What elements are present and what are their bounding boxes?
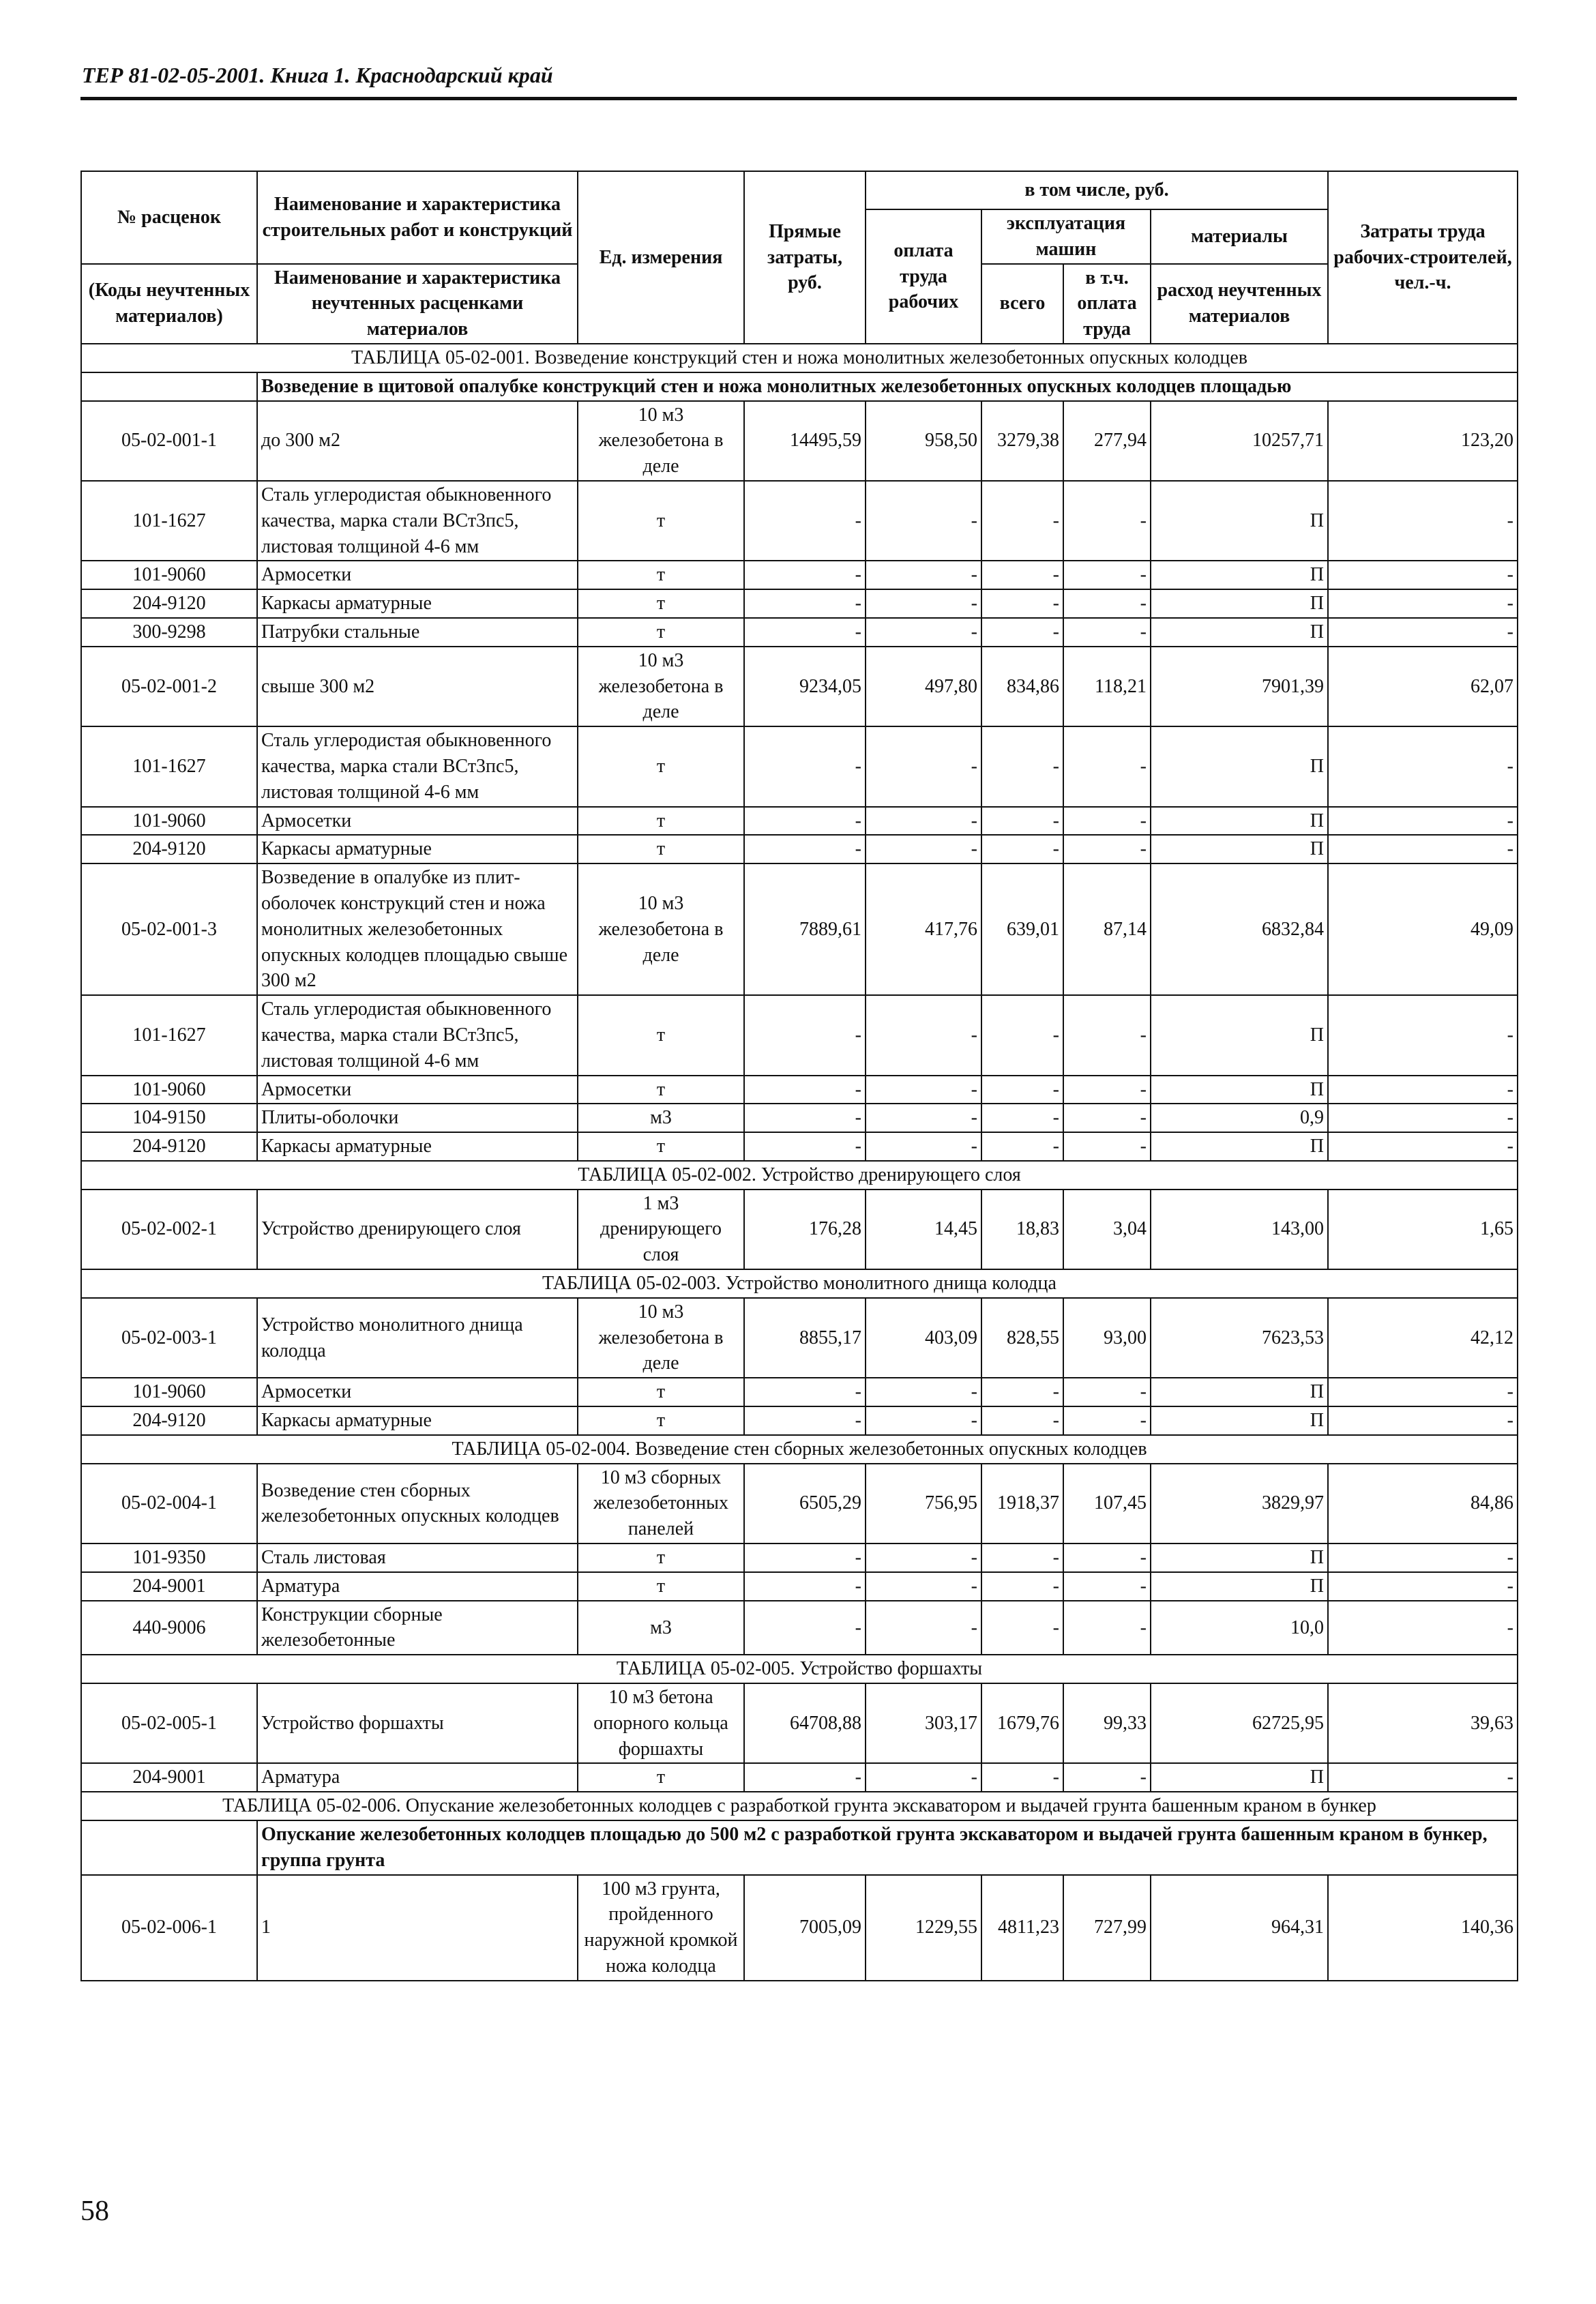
unit-cell: т [578,561,744,589]
table-section-row [81,1792,1518,1820]
subsection-title: Опускание железобетонных колодцев площадью до 500 м2 с разработкой грунта экскаватором и выдачей грунта башенным краном в бункер, группа грунта [257,1820,1518,1875]
table-row [81,561,1518,589]
rate-code: 204-9120 [81,1132,257,1161]
table-row [81,1378,1518,1406]
unit-cell: т [578,1378,744,1406]
unit-cell: т [578,1406,744,1435]
table-row [81,726,1518,806]
machines-total-cell: 639,01 [981,863,1063,995]
machines-total-cell: 834,86 [981,647,1063,726]
machines-total-cell: 18,83 [981,1190,1063,1269]
rate-name: Армосетки [257,1076,578,1104]
rate-name: Каркасы арматурные [257,1132,578,1161]
direct-costs-cell: - [744,1406,866,1435]
rate-name: Плиты-оболочки [257,1104,578,1132]
direct-costs-cell: 6505,29 [744,1464,866,1544]
wages-cell: - [866,1378,981,1406]
table-row [81,1132,1518,1161]
rate-name: Сталь углеродистая обыкновенного качества, марка стали ВСт3пс5, листовая толщиной 4-6 мм [257,995,578,1075]
unit-cell: т [578,1572,744,1601]
header-machines-wages: в т.ч. оплата труда [1063,264,1151,344]
labor-cell: 62,07 [1328,647,1518,726]
rate-code: 204-9001 [81,1763,257,1792]
materials-cell: 7901,39 [1151,647,1328,726]
machines-total-cell: - [981,1406,1063,1435]
table-row [81,1298,1518,1378]
rate-name: Возведение в опалубке из плит-оболочек конструкций стен и ножа монолитных железобетонных опускных колодцев площадью свыше 300 м2 [257,863,578,995]
machines-total-cell: - [981,1763,1063,1792]
labor-cell: 84,86 [1328,1464,1518,1544]
materials-cell: 10,0 [1151,1601,1328,1655]
direct-costs-cell: - [744,1104,866,1132]
wages-cell: 403,09 [866,1298,981,1378]
direct-costs-cell: 64708,88 [744,1683,866,1763]
table-header [81,171,1518,344]
labor-cell: - [1328,1132,1518,1161]
rate-code: 204-9120 [81,1406,257,1435]
table-subsection-row [81,1820,1518,1875]
rate-name: 1 [257,1875,578,1981]
rate-code: 300-9298 [81,618,257,647]
labor-cell: 123,20 [1328,401,1518,481]
rate-code: 204-9001 [81,1572,257,1601]
direct-costs-cell: 14495,59 [744,401,866,481]
wages-cell: - [866,995,981,1075]
table-row [81,1104,1518,1132]
machines-total-cell: - [981,1378,1063,1406]
direct-costs-cell: - [744,1544,866,1572]
machines-total-cell: - [981,1544,1063,1572]
header-wages: оплата труда рабочих [866,209,981,344]
table-row [81,647,1518,726]
unit-cell: 10 м3 железобетона в деле [578,647,744,726]
table-row [81,589,1518,618]
empty-code-cell [81,1820,257,1875]
rate-code: 101-1627 [81,995,257,1075]
machines-wages-cell: - [1063,1076,1151,1104]
labor-cell: 140,36 [1328,1875,1518,1981]
labor-cell: - [1328,1601,1518,1655]
unit-cell: 10 м3 железобетона в деле [578,1298,744,1378]
materials-cell: П [1151,1132,1328,1161]
machines-wages-cell: 99,33 [1063,1683,1151,1763]
wages-cell: - [866,481,981,561]
section-title: ТАБЛИЦА 05-02-004. Возведение стен сборных железобетонных опускных колодцев [81,1435,1518,1464]
table-subsection-row [81,372,1518,401]
rate-name: Сталь углеродистая обыкновенного качества, марка стали ВСт3пс5, листовая толщиной 4-6 мм [257,726,578,806]
labor-cell: - [1328,1763,1518,1792]
table-row [81,401,1518,481]
rate-name: Устройство монолитного днища колодца [257,1298,578,1378]
machines-total-cell: - [981,1601,1063,1655]
machines-wages-cell: 93,00 [1063,1298,1151,1378]
rate-name: Армосетки [257,1378,578,1406]
direct-costs-cell: - [744,1572,866,1601]
wages-cell: - [866,1763,981,1792]
wages-cell: 497,80 [866,647,981,726]
machines-wages-cell: - [1063,1378,1151,1406]
machines-wages-cell: - [1063,995,1151,1075]
materials-cell: 0,9 [1151,1104,1328,1132]
rate-code: 204-9120 [81,589,257,618]
rate-code: 101-1627 [81,726,257,806]
unit-cell: т [578,1544,744,1572]
labor-cell: - [1328,835,1518,863]
direct-costs-cell: - [744,726,866,806]
machines-wages-cell: - [1063,481,1151,561]
unit-cell: т [578,1763,744,1792]
materials-cell: П [1151,1378,1328,1406]
wages-cell: - [866,835,981,863]
direct-costs-cell: - [744,995,866,1075]
machines-total-cell: - [981,561,1063,589]
unit-cell: м3 [578,1601,744,1655]
rate-code: 204-9120 [81,835,257,863]
rate-name: Устройство дренирующего слоя [257,1190,578,1269]
section-title: ТАБЛИЦА 05-02-001. Возведение конструкций стен и ножа монолитных железобетонных опускных колодцев [81,344,1518,372]
table-section-row [81,344,1518,372]
machines-total-cell: 1679,76 [981,1683,1063,1763]
table-section-row [81,1269,1518,1298]
rate-name: Устройство форшахты [257,1683,578,1763]
unit-cell: т [578,481,744,561]
labor-cell: - [1328,589,1518,618]
materials-cell: П [1151,618,1328,647]
table-row [81,995,1518,1075]
rate-code: 101-9060 [81,807,257,836]
table-row [81,1406,1518,1435]
rates-table [80,171,1518,1981]
unit-cell: 100 м3 грунта, пройденного наружной кромкой ножа колодца [578,1875,744,1981]
wages-cell: 1229,55 [866,1875,981,1981]
rate-name: свыше 300 м2 [257,647,578,726]
section-title: ТАБЛИЦА 05-02-006. Опускание железобетонных колодцев с разработкой грунта экскаватором и выдачей грунта башенным краном в бункер [81,1792,1518,1820]
header-unit: Ед. измерения [578,171,744,344]
machines-wages-cell: 87,14 [1063,863,1151,995]
machines-wages-cell: - [1063,1406,1151,1435]
unit-cell: т [578,1132,744,1161]
machines-total-cell: - [981,1076,1063,1104]
wages-cell: - [866,1076,981,1104]
rate-name: Сталь углеродистая обыкновенного качества, марка стали ВСт3пс5, листовая толщиной 4-6 мм [257,481,578,561]
machines-wages-cell: 118,21 [1063,647,1151,726]
rate-name: Армосетки [257,807,578,836]
machines-wages-cell: - [1063,1104,1151,1132]
labor-cell: 49,09 [1328,863,1518,995]
labor-cell: - [1328,807,1518,836]
table-row [81,1763,1518,1792]
materials-cell: П [1151,726,1328,806]
rate-code: 05-02-005-1 [81,1683,257,1763]
labor-cell: - [1328,618,1518,647]
wages-cell: 14,45 [866,1190,981,1269]
wages-cell: - [866,1572,981,1601]
table-row [81,1875,1518,1981]
section-title: ТАБЛИЦА 05-02-003. Устройство монолитного днища колодца [81,1269,1518,1298]
unit-cell: 1 м3 дренирующего слоя [578,1190,744,1269]
header-materials-sub: расход неучтенных материалов [1151,264,1328,344]
table-row [81,1601,1518,1655]
unit-cell: т [578,835,744,863]
wages-cell: - [866,1544,981,1572]
table-row [81,1683,1518,1763]
labor-cell: - [1328,1406,1518,1435]
rate-name: Каркасы арматурные [257,589,578,618]
machines-total-cell: 3279,38 [981,401,1063,481]
direct-costs-cell: - [744,618,866,647]
direct-costs-cell: - [744,589,866,618]
unit-cell: т [578,995,744,1075]
rate-name: до 300 м2 [257,401,578,481]
header-name-top: Наименование и характеристика строительных работ и конструкций [257,171,578,264]
materials-cell: П [1151,1763,1328,1792]
rate-code: 05-02-004-1 [81,1464,257,1544]
direct-costs-cell: - [744,1763,866,1792]
machines-total-cell: - [981,1104,1063,1132]
machines-wages-cell: - [1063,1763,1151,1792]
header-labor: Затраты труда рабочих-строителей, чел.-ч. [1328,171,1518,344]
materials-cell: П [1151,561,1328,589]
materials-cell: 3829,97 [1151,1464,1328,1544]
materials-cell: 7623,53 [1151,1298,1328,1378]
labor-cell: 39,63 [1328,1683,1518,1763]
materials-cell: 6832,84 [1151,863,1328,995]
labor-cell: - [1328,1378,1518,1406]
materials-cell: П [1151,1544,1328,1572]
rate-name: Возведение стен сборных железобетонных опускных колодцев [257,1464,578,1544]
machines-wages-cell: 3,04 [1063,1190,1151,1269]
machines-wages-cell: - [1063,726,1151,806]
rate-code: 05-02-001-2 [81,647,257,726]
materials-cell: П [1151,807,1328,836]
direct-costs-cell: - [744,1378,866,1406]
machines-wages-cell: - [1063,1544,1151,1572]
materials-cell: П [1151,481,1328,561]
header-code-bottom: (Коды неучтенных материалов) [81,264,257,344]
labor-cell: - [1328,1076,1518,1104]
materials-cell: П [1151,1076,1328,1104]
machines-wages-cell: 107,45 [1063,1464,1151,1544]
machines-total-cell: - [981,835,1063,863]
direct-costs-cell: 7005,09 [744,1875,866,1981]
rate-code: 101-1627 [81,481,257,561]
labor-cell: 1,65 [1328,1190,1518,1269]
rate-code: 05-02-002-1 [81,1190,257,1269]
rate-code: 101-9060 [81,1378,257,1406]
machines-total-cell: - [981,807,1063,836]
direct-costs-cell: - [744,481,866,561]
header-incl: в том числе, руб. [866,171,1328,209]
wages-cell: - [866,618,981,647]
materials-cell: 10257,71 [1151,401,1328,481]
machines-wages-cell: - [1063,1132,1151,1161]
machines-total-cell: - [981,726,1063,806]
wages-cell: 958,50 [866,401,981,481]
machines-wages-cell: 727,99 [1063,1875,1151,1981]
machines-total-cell: 1918,37 [981,1464,1063,1544]
machines-total-cell: - [981,481,1063,561]
wages-cell: 303,17 [866,1683,981,1763]
unit-cell: т [578,618,744,647]
machines-total-cell: - [981,995,1063,1075]
machines-total-cell: - [981,1572,1063,1601]
rate-code: 05-02-001-1 [81,401,257,481]
table-row [81,1544,1518,1572]
rate-name: Конструкции сборные железобетонные [257,1601,578,1655]
materials-cell: П [1151,589,1328,618]
labor-cell: - [1328,1104,1518,1132]
materials-cell: П [1151,995,1328,1075]
labor-cell: - [1328,1572,1518,1601]
subsection-title: Возведение в щитовой опалубке конструкций стен и ножа монолитных железобетонных опускных колодцев площадью [257,372,1518,401]
header-rule [80,97,1517,100]
wages-cell: 756,95 [866,1464,981,1544]
wages-cell: - [866,1406,981,1435]
unit-cell: 10 м3 бетона опорного кольца форшахты [578,1683,744,1763]
table-row [81,1572,1518,1601]
table-row [81,481,1518,561]
header-materials: материалы [1151,209,1328,264]
rate-name: Арматура [257,1572,578,1601]
direct-costs-cell: - [744,807,866,836]
materials-cell: П [1151,835,1328,863]
rate-code: 440-9006 [81,1601,257,1655]
header-machines: эксплуатация машин [981,209,1151,264]
machines-wages-cell: - [1063,589,1151,618]
materials-cell: П [1151,1406,1328,1435]
direct-costs-cell: - [744,561,866,589]
machines-total-cell: 828,55 [981,1298,1063,1378]
table-row [81,835,1518,863]
labor-cell: - [1328,995,1518,1075]
table-body [81,344,1518,1981]
unit-cell: м3 [578,1104,744,1132]
table-section-row [81,1161,1518,1190]
labor-cell: - [1328,726,1518,806]
rate-name: Армосетки [257,561,578,589]
table-row [81,807,1518,836]
wages-cell: 417,76 [866,863,981,995]
machines-wages-cell: - [1063,835,1151,863]
wages-cell: - [866,561,981,589]
table-section-row [81,1655,1518,1683]
unit-cell: т [578,807,744,836]
unit-cell: 10 м3 железобетона в деле [578,863,744,995]
machines-total-cell: - [981,618,1063,647]
machines-wages-cell: - [1063,618,1151,647]
materials-cell: 62725,95 [1151,1683,1328,1763]
unit-cell: 10 м3 железобетона в деле [578,401,744,481]
table-row [81,863,1518,995]
wages-cell: - [866,1601,981,1655]
table-row [81,618,1518,647]
rate-code: 104-9150 [81,1104,257,1132]
labor-cell: 42,12 [1328,1298,1518,1378]
rate-name: Патрубки стальные [257,618,578,647]
rate-code: 05-02-001-3 [81,863,257,995]
rate-name: Арматура [257,1763,578,1792]
direct-costs-cell: - [744,1076,866,1104]
wages-cell: - [866,726,981,806]
materials-cell: П [1151,1572,1328,1601]
running-header: ТЕР 81-02-05-2001. Книга 1. Краснодарский край [82,63,553,87]
wages-cell: - [866,589,981,618]
machines-wages-cell: - [1063,1572,1151,1601]
header-machines-total: всего [981,264,1063,344]
labor-cell: - [1328,1544,1518,1572]
wages-cell: - [866,807,981,836]
direct-costs-cell: - [744,1601,866,1655]
machines-wages-cell: - [1063,807,1151,836]
table-row [81,1190,1518,1269]
table-row [81,1076,1518,1104]
direct-costs-cell: 9234,05 [744,647,866,726]
table-row [81,1464,1518,1544]
rate-code: 101-9060 [81,561,257,589]
rate-code: 101-9350 [81,1544,257,1572]
unit-cell: 10 м3 сборных железобетонных панелей [578,1464,744,1544]
rate-code: 05-02-006-1 [81,1875,257,1981]
rate-name: Каркасы арматурные [257,835,578,863]
labor-cell: - [1328,561,1518,589]
materials-cell: 964,31 [1151,1875,1328,1981]
unit-cell: т [578,1076,744,1104]
machines-total-cell: 4811,23 [981,1875,1063,1981]
rate-code: 101-9060 [81,1076,257,1104]
machines-wages-cell: 277,94 [1063,401,1151,481]
header-code-top: № расценок [81,171,257,264]
wages-cell: - [866,1104,981,1132]
direct-costs-cell: - [744,835,866,863]
table-section-row [81,1435,1518,1464]
section-title: ТАБЛИЦА 05-02-002. Устройство дренирующего слоя [81,1161,1518,1190]
rate-code: 05-02-003-1 [81,1298,257,1378]
labor-cell: - [1328,481,1518,561]
section-title: ТАБЛИЦА 05-02-005. Устройство форшахты [81,1655,1518,1683]
machines-wages-cell: - [1063,1601,1151,1655]
machines-total-cell: - [981,589,1063,618]
unit-cell: т [578,589,744,618]
materials-cell: 143,00 [1151,1190,1328,1269]
rate-name: Сталь листовая [257,1544,578,1572]
machines-total-cell: - [981,1132,1063,1161]
direct-costs-cell: 7889,61 [744,863,866,995]
unit-cell: т [578,726,744,806]
direct-costs-cell: 176,28 [744,1190,866,1269]
rate-name: Каркасы арматурные [257,1406,578,1435]
direct-costs-cell: 8855,17 [744,1298,866,1378]
direct-costs-cell: - [744,1132,866,1161]
wages-cell: - [866,1132,981,1161]
machines-wages-cell: - [1063,561,1151,589]
header-name-bottom: Наименование и характеристика неучтенных расценками материалов [257,264,578,344]
page-number: 58 [80,2196,109,2227]
header-direct: Прямые затраты, руб. [744,171,866,344]
empty-code-cell [81,372,257,401]
